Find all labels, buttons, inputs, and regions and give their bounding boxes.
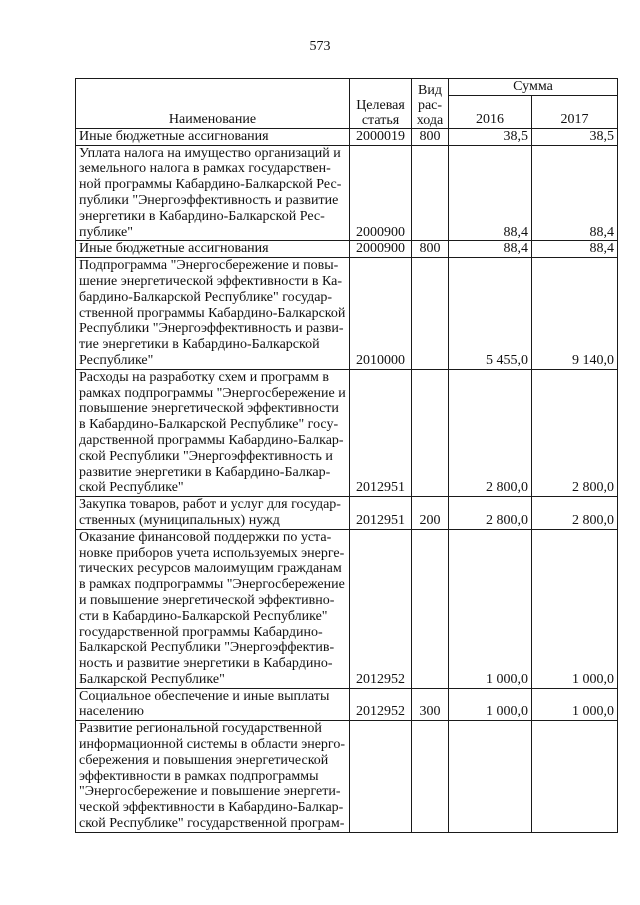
table-row [76, 688, 618, 721]
cell-sum-2017: 1 000,0 [532, 529, 618, 688]
header-expense-type [412, 79, 449, 129]
table-header [76, 79, 618, 129]
cell-expense-type: 800 [412, 128, 449, 145]
cell-expense-type [412, 721, 449, 833]
cell-sum-2017: 38,5 [532, 128, 618, 145]
table-row [76, 369, 618, 496]
cell-name [76, 258, 350, 370]
table-row [76, 258, 618, 370]
cell-target-article [350, 721, 412, 833]
cell-name-line: информационной системы в области энерго- [79, 737, 345, 753]
header-expense-type-line: Вид [418, 82, 442, 98]
cell-target-article: 2012952 [350, 529, 412, 688]
cell-expense-type: 800 [412, 241, 449, 258]
cell-name [76, 369, 350, 496]
cell-name [76, 688, 350, 721]
cell-sum-2016: 2 800,0 [449, 497, 532, 530]
cell-target-article: 2000900 [350, 241, 412, 258]
header-year-2016: 2016 [449, 95, 532, 128]
budget-table [75, 78, 618, 833]
cell-name-line: Подпрограмма "Энергосбережение и повы- [79, 258, 339, 274]
cell-sum-2016: 88,4 [449, 145, 532, 241]
cell-sum-2017: 2 800,0 [532, 369, 618, 496]
cell-name-line: Социальное обеспечение и иные выплаты [79, 688, 330, 704]
cell-target-article: 2012952 [350, 688, 412, 721]
cell-name-line: ческой эффективности в Кабардино-Балкар- [79, 800, 344, 816]
table-row [76, 145, 618, 241]
cell-name [76, 241, 350, 258]
cell-name-line: тических ресурсов малоимущим гражданам [79, 561, 342, 577]
cell-name-line: ственной программы Кабардино-Балкарской [79, 305, 346, 321]
cell-sum-2016: 2 800,0 [449, 369, 532, 496]
cell-name-line: Расходы на разработку схем и программ в [79, 369, 329, 385]
table-body [76, 128, 618, 832]
cell-target-article: 2012951 [350, 497, 412, 530]
cell-name-line: развитие энергетики в Кабардино-Балкар- [79, 464, 331, 480]
cell-name [76, 497, 350, 530]
cell-name-line: Иные бюджетные ассигнования [79, 128, 269, 144]
cell-sum-2017 [532, 721, 618, 833]
table-row [76, 241, 618, 258]
cell-name-line: сти в Кабардино-Балкарской Республике" [79, 608, 328, 624]
cell-name-line: государственной программы Кабардино- [79, 624, 323, 640]
header-target-article-line: Целевая [356, 97, 405, 113]
cell-name [76, 145, 350, 241]
cell-name-line: эффективности в рамках подпрограммы [79, 768, 319, 784]
cell-expense-type: 300 [412, 688, 449, 721]
cell-sum-2016: 1 000,0 [449, 529, 532, 688]
cell-sum-2017: 9 140,0 [532, 258, 618, 370]
page-number: 573 [309, 39, 331, 54]
cell-sum-2016: 1 000,0 [449, 688, 532, 721]
cell-sum-2016: 38,5 [449, 128, 532, 145]
cell-name-line: публике" [79, 224, 133, 240]
cell-expense-type [412, 258, 449, 370]
cell-name-line: "Энергосбережение и повышение энергети- [79, 784, 341, 800]
cell-name-line: повышение энергетической эффективности [79, 401, 339, 417]
cell-name-line: Закупка товаров, работ и услуг для государ- [79, 497, 341, 513]
cell-sum-2016 [449, 721, 532, 833]
cell-name-line: в рамках подпрограммы "Энергосбережение [79, 577, 345, 593]
cell-name-line: Республики "Энергоэффективность и разви- [79, 321, 344, 337]
table-row [76, 721, 618, 833]
header-expense-type-line: хода [416, 112, 444, 128]
header-sum: Сумма [449, 79, 618, 96]
cell-name [76, 721, 350, 833]
header-expense-type-line: рас- [417, 97, 443, 113]
cell-name-line: Балкарской Республики "Энергоэффектив- [79, 640, 335, 656]
cell-sum-2017: 88,4 [532, 145, 618, 241]
cell-name-line: и повышение энергетической эффективно- [79, 592, 335, 608]
cell-name-line: Иные бюджетные ассигнования [79, 241, 269, 257]
cell-name-line: Оказание финансовой поддержки по уста- [79, 529, 332, 545]
cell-expense-type [412, 369, 449, 496]
cell-name-line: населению [79, 704, 144, 720]
cell-name-line: земельного налога в рамках государствен- [79, 161, 331, 177]
cell-expense-type [412, 529, 449, 688]
header-target-article-line: статья [361, 112, 400, 128]
cell-name-line: бардино-Балкарской Республике" государ- [79, 289, 333, 305]
cell-target-article: 2000900 [350, 145, 412, 241]
cell-name-line: ственных (муниципальных) нужд [79, 512, 280, 528]
cell-expense-type [412, 145, 449, 241]
header-name: Наименование [76, 79, 350, 129]
header-year-2017: 2017 [532, 95, 618, 128]
cell-name-line: тие энергетики в Кабардино-Балкарской [79, 337, 320, 353]
cell-name-line: ской Республике" [79, 480, 184, 496]
table-row [76, 128, 618, 145]
cell-name-line: шение энергетической эффективности в Ка- [79, 273, 343, 289]
cell-name-line: Развитие региональной государственной [79, 721, 322, 737]
table-row [76, 529, 618, 688]
cell-name-line: сбережения и повышения энергетической [79, 752, 329, 768]
cell-name-line: ской Республике" государственной програм- [79, 816, 345, 832]
header-target-article [350, 79, 412, 129]
cell-sum-2017: 88,4 [532, 241, 618, 258]
cell-sum-2016: 5 455,0 [449, 258, 532, 370]
cell-sum-2016: 88,4 [449, 241, 532, 258]
cell-name [76, 128, 350, 145]
cell-name-line: ской Республики "Энергоэффективность и [79, 448, 333, 464]
cell-target-article: 2000019 [350, 128, 412, 145]
cell-name [76, 529, 350, 688]
cell-name-line: рамках подпрограммы "Энергосбережение и [79, 385, 346, 401]
cell-name-line: Балкарской Республике" [79, 671, 225, 687]
cell-name-line: ной программы Кабардино-Балкарской Рес- [79, 177, 342, 193]
cell-sum-2017: 2 800,0 [532, 497, 618, 530]
cell-target-article: 2012951 [350, 369, 412, 496]
cell-name-line: новке приборов учета используемых энерге- [79, 545, 345, 561]
cell-name-line: в Кабардино-Балкарской Республике" госу- [79, 417, 339, 433]
cell-expense-type: 200 [412, 497, 449, 530]
cell-target-article: 2010000 [350, 258, 412, 370]
cell-name-line: Республике" [79, 352, 154, 368]
cell-sum-2017: 1 000,0 [532, 688, 618, 721]
cell-name-line: Уплата налога на имущество организаций и [79, 145, 341, 161]
cell-name-line: ность и развитие энергетики в Кабардино- [79, 656, 333, 672]
cell-name-line: дарственной программы Кабардино-Балкар- [79, 432, 344, 448]
cell-name-line: публики "Энергоэффективность и развитие [79, 192, 339, 208]
cell-name-line: энергетики в Кабардино-Балкарской Рес- [79, 208, 325, 224]
table-row [76, 497, 618, 530]
